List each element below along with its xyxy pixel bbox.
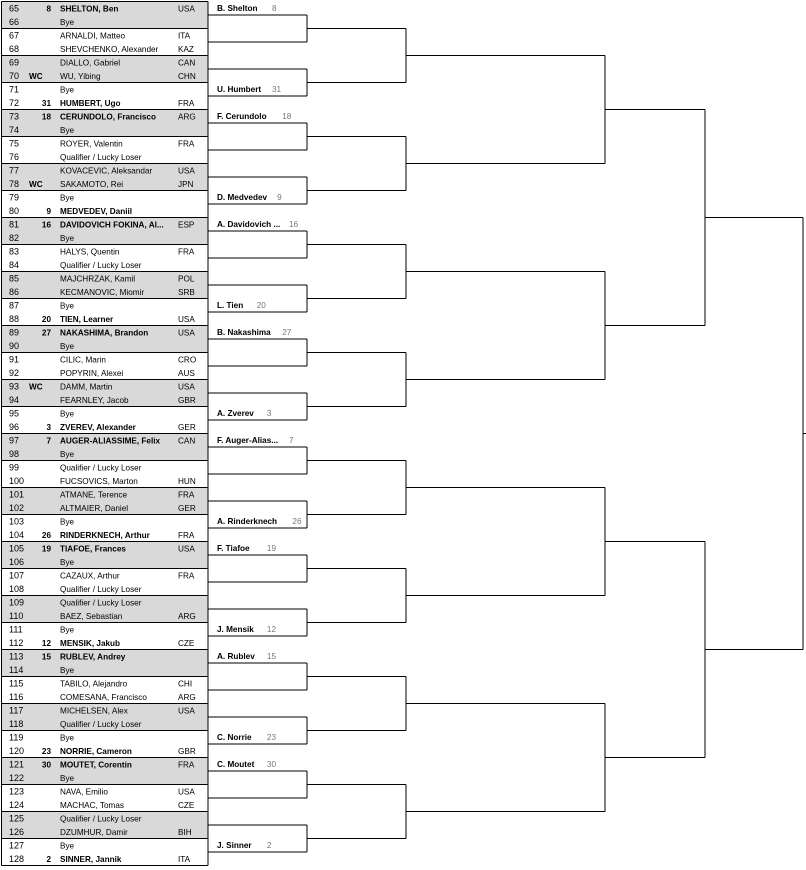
draw-position: 68 xyxy=(9,43,20,54)
player-name: Bye xyxy=(60,517,75,527)
player-name: Qualifier / Lucky Loser xyxy=(60,463,142,473)
round2-player: J. Mensik xyxy=(217,625,254,634)
draw-position: 116 xyxy=(9,691,24,702)
round2-seed: 26 xyxy=(292,517,302,526)
entry-type: WC xyxy=(29,179,43,189)
round2-seed: 2 xyxy=(266,841,272,850)
player-name: Bye xyxy=(60,341,75,351)
draw-position: 83 xyxy=(9,246,20,257)
draw-position: 109 xyxy=(9,597,25,608)
draw-position: 114 xyxy=(9,664,24,675)
nationality: CRO xyxy=(178,355,197,365)
draw-position: 84 xyxy=(9,259,20,270)
draw-position: 107 xyxy=(9,570,25,581)
player-name: KOVACEVIC, Aleksandar xyxy=(60,166,153,176)
draw-position: 66 xyxy=(9,16,20,27)
draw-position: 101 xyxy=(9,489,25,500)
player-name: ZVEREV, Alexander xyxy=(60,422,136,432)
draw-position: 100 xyxy=(9,475,25,486)
player-name: ROYER, Valentin xyxy=(60,139,123,149)
player-name: Qualifier / Lucky Loser xyxy=(60,152,142,162)
nationality: FRA xyxy=(178,139,195,149)
round2-player: F. Cerundolo xyxy=(217,112,267,121)
draw-position: 117 xyxy=(9,705,24,716)
round2-player: A. Rinderknech xyxy=(217,517,278,526)
draw-position: 119 xyxy=(9,732,24,743)
draw-position: 87 xyxy=(9,300,20,311)
player-name: DAMM, Martin xyxy=(60,382,113,392)
nationality: ARG xyxy=(178,611,196,621)
player-name: RUBLEV, Andrey xyxy=(60,652,126,662)
draw-position: 77 xyxy=(9,165,20,176)
player-name: FEARNLEY, Jacob xyxy=(60,395,129,405)
player-name: AUGER-ALIASSIME, Felix xyxy=(60,436,161,446)
nationality: CHN xyxy=(178,71,196,81)
draw-position: 97 xyxy=(9,435,20,446)
player-name: ARNALDI, Matteo xyxy=(60,31,126,41)
player-name: SHELTON, Ben xyxy=(60,4,119,14)
nationality: USA xyxy=(178,382,195,392)
player-name: HUMBERT, Ugo xyxy=(60,98,121,108)
nationality: USA xyxy=(178,328,195,338)
player-name: Bye xyxy=(60,17,75,27)
nationality: CZE xyxy=(178,638,195,648)
seed-number: 16 xyxy=(41,220,51,230)
round2-seed: 30 xyxy=(266,760,277,769)
player-name: Bye xyxy=(60,449,75,459)
nationality: CZE xyxy=(178,800,195,810)
nationality: GBR xyxy=(178,746,196,756)
draw-position: 104 xyxy=(9,529,25,540)
draw-position: 127 xyxy=(9,840,25,851)
player-name: TABILO, Alejandro xyxy=(60,679,128,689)
draw-position: 121 xyxy=(9,759,25,770)
seed-number: 27 xyxy=(41,328,51,338)
round2-seed: 16 xyxy=(289,220,299,229)
nationality: AUS xyxy=(178,368,195,378)
round2-player: F. Tiafoe xyxy=(217,544,250,553)
draw-position: 74 xyxy=(9,124,20,135)
player-name: KECMANOVIC, Miomir xyxy=(60,287,145,297)
nationality: JPN xyxy=(178,179,194,189)
nationality: FRA xyxy=(178,530,195,540)
seed-number: 19 xyxy=(41,544,51,554)
player-name: Bye xyxy=(60,625,75,635)
draw-position: 103 xyxy=(9,516,25,527)
nationality: ITA xyxy=(178,854,191,864)
player-name: Qualifier / Lucky Loser xyxy=(60,814,142,824)
draw-position: 98 xyxy=(9,448,20,459)
nationality: USA xyxy=(178,166,195,176)
draw-position: 69 xyxy=(9,57,20,68)
player-name: Bye xyxy=(60,233,75,243)
round2-seed: 12 xyxy=(266,625,277,634)
player-name: CILIC, Marin xyxy=(60,355,106,365)
seed-number: 18 xyxy=(41,112,51,122)
nationality: ESP xyxy=(178,220,195,230)
player-name: NAVA, Emilio xyxy=(60,787,108,797)
player-name: Bye xyxy=(60,773,75,783)
seed-number: 15 xyxy=(41,652,51,662)
draw-position: 78 xyxy=(9,178,20,189)
nationality: USA xyxy=(178,314,195,324)
round2-player: U. Humbert xyxy=(217,85,262,94)
nationality: CAN xyxy=(178,58,196,68)
seed-number: 26 xyxy=(41,530,51,540)
seed-number: 2 xyxy=(46,854,51,864)
round2-player: A. Zverev xyxy=(217,409,254,418)
draw-position: 96 xyxy=(9,421,20,432)
draw-position: 123 xyxy=(9,786,25,797)
player-name: NORRIE, Cameron xyxy=(60,746,132,756)
round2-seed: 27 xyxy=(282,328,292,337)
seed-number: 9 xyxy=(46,206,51,216)
round2-seed: 7 xyxy=(289,436,294,445)
nationality: USA xyxy=(178,544,195,554)
player-name: Bye xyxy=(60,733,75,743)
draw-position: 71 xyxy=(9,84,20,95)
draw-position: 128 xyxy=(9,853,25,864)
round2-player: D. Medvedev xyxy=(217,193,268,202)
draw-position: 125 xyxy=(9,813,25,824)
player-name: ATMANE, Terence xyxy=(60,490,128,500)
nationality: USA xyxy=(178,706,195,716)
draw-position: 82 xyxy=(9,232,20,243)
draw-position: 89 xyxy=(9,327,20,338)
player-name: BAEZ, Sebastian xyxy=(60,611,123,621)
player-name: Bye xyxy=(60,557,75,567)
round2-seed: 9 xyxy=(277,193,282,202)
player-name: Bye xyxy=(60,85,75,95)
seed-number: 3 xyxy=(46,422,51,432)
draw-position: 112 xyxy=(9,637,24,648)
nationality: GER xyxy=(178,422,196,432)
nationality: FRA xyxy=(178,760,195,770)
draw-position: 67 xyxy=(9,30,20,41)
draw-position: 81 xyxy=(9,219,20,230)
second-round-labels xyxy=(217,4,302,850)
player-name: CERUNDOLO, Francisco xyxy=(60,112,156,122)
round2-player: C. Norrie xyxy=(217,733,252,742)
round2-seed: 23 xyxy=(266,733,277,742)
draw-position: 95 xyxy=(9,408,20,419)
seed-number: 30 xyxy=(41,760,51,770)
player-name: Bye xyxy=(60,193,75,203)
player-name: SINNER, Jannik xyxy=(60,854,122,864)
seed-number: 31 xyxy=(41,98,51,108)
draw-position: 94 xyxy=(9,394,20,405)
round2-player: C. Moutet xyxy=(217,760,255,769)
player-name: Bye xyxy=(60,301,75,311)
player-name: MACHAC, Tomas xyxy=(60,800,124,810)
draw-position: 91 xyxy=(9,354,20,365)
draw-position: 75 xyxy=(9,138,20,149)
player-name: TIAFOE, Frances xyxy=(60,544,126,554)
nationality: CAN xyxy=(178,436,196,446)
seed-number: 12 xyxy=(41,638,51,648)
nationality: ARG xyxy=(178,112,196,122)
draw-position: 70 xyxy=(9,70,20,81)
draw-position: 88 xyxy=(9,313,20,324)
round2-seed: 31 xyxy=(272,85,282,94)
draw-position: 92 xyxy=(9,367,20,378)
player-name: Qualifier / Lucky Loser xyxy=(60,719,142,729)
draw-position: 118 xyxy=(9,718,24,729)
player-name: FUCSOVICS, Marton xyxy=(60,476,138,486)
round2-seed: 19 xyxy=(266,544,277,553)
draw-position: 76 xyxy=(9,151,20,162)
player-name: MEDVEDEV, Daniil xyxy=(60,206,133,216)
nationality: POL xyxy=(178,274,195,284)
draw-position: 85 xyxy=(9,273,20,284)
draw-position: 105 xyxy=(9,543,25,554)
player-name: Bye xyxy=(60,665,75,675)
round2-player: A. Davidovich ... xyxy=(217,220,281,229)
player-name: CAZAUX, Arthur xyxy=(60,571,120,581)
draw-position: 93 xyxy=(9,381,20,392)
player-name: DZUMHUR, Damir xyxy=(60,827,128,837)
round2-player: B. Nakashima xyxy=(217,328,271,337)
draw-position: 73 xyxy=(9,111,20,122)
nationality: HUN xyxy=(178,476,196,486)
round2-seed: 3 xyxy=(266,409,272,418)
entry-type: WC xyxy=(29,382,43,392)
player-name: Qualifier / Lucky Loser xyxy=(60,584,142,594)
player-name: COMESANA, Francisco xyxy=(60,692,147,702)
seed-number: 23 xyxy=(41,746,51,756)
nationality: GBR xyxy=(178,395,196,405)
player-name: ALTMAIER, Daniel xyxy=(60,503,129,513)
player-name: Bye xyxy=(60,409,75,419)
draw-position: 65 xyxy=(9,3,20,14)
draw-position: 80 xyxy=(9,205,20,216)
draw-position: 120 xyxy=(9,745,25,756)
nationality: SRB xyxy=(178,287,195,297)
nationality: FRA xyxy=(178,98,195,108)
nationality: FRA xyxy=(178,571,195,581)
draw-position: 110 xyxy=(9,610,24,621)
entry-type: WC xyxy=(29,71,43,81)
draw-position: 86 xyxy=(9,286,20,297)
draw-position: 122 xyxy=(9,772,25,783)
round2-player: J. Sinner xyxy=(217,841,252,850)
draw-position: 115 xyxy=(9,678,24,689)
round2-seed: 8 xyxy=(272,4,277,13)
player-name: SAKAMOTO, Rei xyxy=(60,179,124,189)
nationality: FRA xyxy=(178,490,195,500)
round2-player: F. Auger-Alias... xyxy=(217,436,279,445)
nationality: ITA xyxy=(178,31,191,41)
player-name: SHEVCHENKO, Alexander xyxy=(60,44,159,54)
nationality: USA xyxy=(178,4,195,14)
draw-position: 111 xyxy=(9,624,23,635)
draw-position: 108 xyxy=(9,583,25,594)
nationality: KAZ xyxy=(178,44,194,54)
player-name: HALYS, Quentin xyxy=(60,247,120,257)
draw-position: 124 xyxy=(9,799,25,810)
round2-player: B. Shelton xyxy=(217,4,258,13)
nationality: USA xyxy=(178,787,195,797)
player-name: MAJCHRZAK, Kamil xyxy=(60,274,136,284)
player-name: MOUTET, Corentin xyxy=(60,760,132,770)
nationality: GER xyxy=(178,503,196,513)
nationality: FRA xyxy=(178,247,195,257)
player-name: Bye xyxy=(60,125,75,135)
draw-position: 99 xyxy=(9,462,20,473)
player-name: DAVIDOVICH FOKINA, Al... xyxy=(60,220,164,230)
draw-position: 79 xyxy=(9,192,20,203)
seed-number: 7 xyxy=(46,436,51,446)
round2-player: L. Tien xyxy=(217,301,244,310)
nationality: CHI xyxy=(178,679,193,689)
draw-position: 102 xyxy=(9,502,25,513)
draw-position: 126 xyxy=(9,826,25,837)
nationality: BIH xyxy=(178,827,192,837)
draw-position: 90 xyxy=(9,340,20,351)
round2-seed: 15 xyxy=(266,652,277,661)
player-name: POPYRIN, Alexei xyxy=(60,368,124,378)
player-name: DIALLO, Gabriel xyxy=(60,58,121,68)
player-name: Bye xyxy=(60,841,75,851)
round2-player: A. Rublev xyxy=(217,652,255,661)
player-name: TIEN, Learner xyxy=(60,314,114,324)
draw-position: 72 xyxy=(9,97,20,108)
round2-seed: 18 xyxy=(282,112,292,121)
player-name: RINDERKNECH, Arthur xyxy=(60,530,150,540)
player-name: NAKASHIMA, Brandon xyxy=(60,328,149,338)
player-name: Qualifier / Lucky Loser xyxy=(60,598,142,608)
draw-position: 106 xyxy=(9,556,25,567)
seed-number: 8 xyxy=(46,4,51,14)
player-name: WU, Yibing xyxy=(60,71,101,81)
round2-seed: 20 xyxy=(256,301,266,310)
seed-number: 20 xyxy=(41,314,51,324)
player-name: MICHELSEN, Alex xyxy=(60,706,128,716)
player-name: MENSIK, Jakub xyxy=(60,638,121,648)
draw-position: 113 xyxy=(9,651,24,662)
player-name: Qualifier / Lucky Loser xyxy=(60,260,142,270)
nationality: ARG xyxy=(178,692,196,702)
